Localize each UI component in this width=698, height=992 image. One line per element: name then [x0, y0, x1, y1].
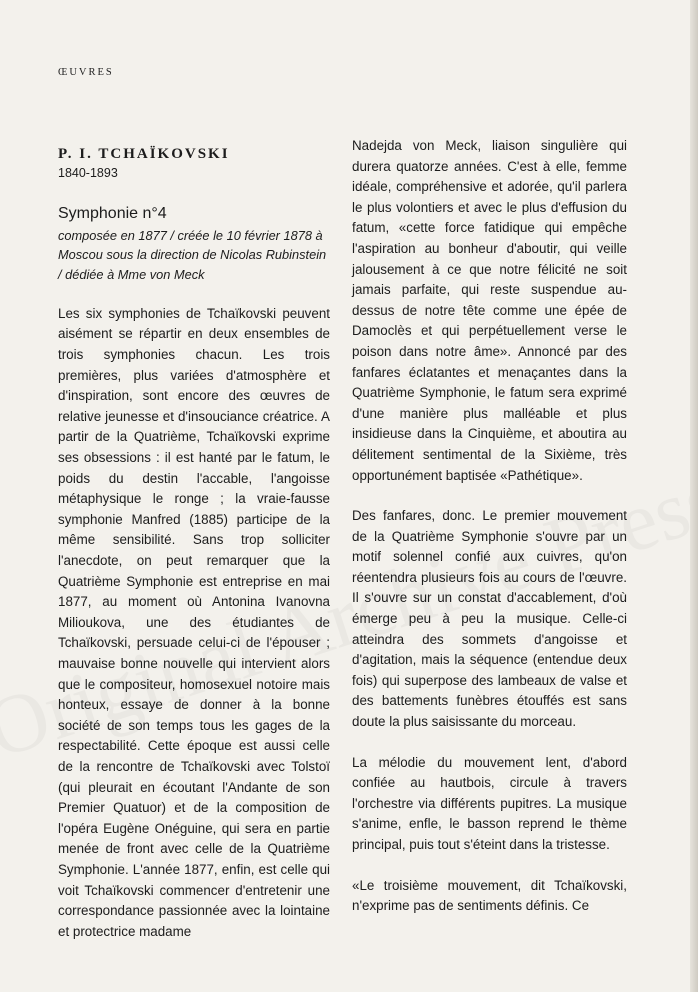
right-column — [352, 136, 627, 917]
page-edge — [690, 0, 698, 992]
body-paragraph: Les six symphonies de Tchaïkovski peuvent aisément se répartir en deux ensembles de trois symphonies chacun. Les trois premières, plus variées d'atmosphère et d'inspiration, sont encore des œuvres de relative jeunesse et d'insouciance créatrice. A partir de la Quatrième, Tchaïkovski exprime ses obsessions : il est hanté par le fatum, le poids du destin l'accable, l'angoisse métaphysique le ronge ; la vraie-fausse symphonie Manfred (1885) participe de la même sensibilité. Sans trop solliciter l'anecdote, on peut remarquer que la Quatrième Symphonie est entreprise en mai 1877, au moment où Antonina Ivanovna Milioukova, une des étudiantes de Tchaïkovski, persuade celui-ci de l'épouser ; mauvaise bonne nouvelle qui intervient alors que le compositeur, homosexuel notoire mais honteux, essaye de donner à la bonne société de son temps tous les gages de la respectabilité. Cette époque est aussi celle de la rencontre de Tchaïkovski avec Tolstoï (qui pleurait en écoutant l'Andante de son Premier Quatuor) et de la composition de l'opéra Eugène Onéguine, qui sera en partie menée de front avec celle de la Quatrième Symphonie. L'année 1877, enfin, est celle qui voit Tchaïkovski commencer d'entretenir une correspondance passionnée avec la lointaine et protectrice madame — [58, 305, 330, 939]
body-paragraph: La mélodie du mouvement lent, d'abord confiée au hautbois, circule à travers l'orchestre via différents pupitres. La musique s'anime, enfle, le basson reprend le thème principal, puis tout s'éteint dans la tristesse. — [352, 754, 627, 852]
left-column — [58, 144, 330, 942]
body-paragraph: «Le troisième mouvement, dit Tchaïkovski, n'exprime pas de sentiments définis. Ce — [352, 877, 627, 914]
body-paragraph: Nadejda von Meck, liaison singulière qui durera quatorze années. C'est à elle, femme idéale, compréhensive et adorée, qu'il parlera le plus volontiers et avec le plus d'effusion du fatum, «cette force fatidique qui empêche l'aspiration au bonheur d'aboutir, qui veille jalousement à ce que notre félicité ne soit jamais parfaite, qui reste suspendue au-dessus de notre tête comme une épée de Damoclès et qui perpétuellement verse le poison dans notre âme». Annoncé par des fanfares éclatantes et menaçantes dans la Quatrième Symphonie, le fatum sera exprimé d'une manière plus malléable et plus insidieuse dans la Cinquième, et aboutira au délitement sentimental de la Sixième, très opportunément baptisée «Pathétique». — [352, 138, 627, 483]
composer-name: P. I. TCHAÏKOVSKI — [58, 146, 230, 162]
work-info: composée en 1877 / créée le 10 février 1878 à Moscou sous la direction de Nicolas Rubinstein / dédiée à Mme von Meck — [58, 228, 327, 282]
composer-dates: 1840-1893 — [58, 166, 118, 180]
body-paragraph: Des fanfares, donc. Le premier mouvement de la Quatrième Symphonie s'ouvre par un motif solennel confié aux cuivres, qu'on réentendra plusieurs fois au cours de l'œuvre. Il s'ouvre sur un constat d'accablement, d'où émerge peu à peu la musique. Celle-ci atteindra des sommets d'angoisse et d'agitation, mais la séquence (entendue deux fois) qui superpose des lambeaux de valse et des battements funèbres étouffés est sans doute la plus saisissante du morceau. — [352, 508, 627, 730]
work-title: Symphonie n°4 — [58, 205, 167, 222]
section-header: ŒUVRES — [58, 67, 114, 78]
